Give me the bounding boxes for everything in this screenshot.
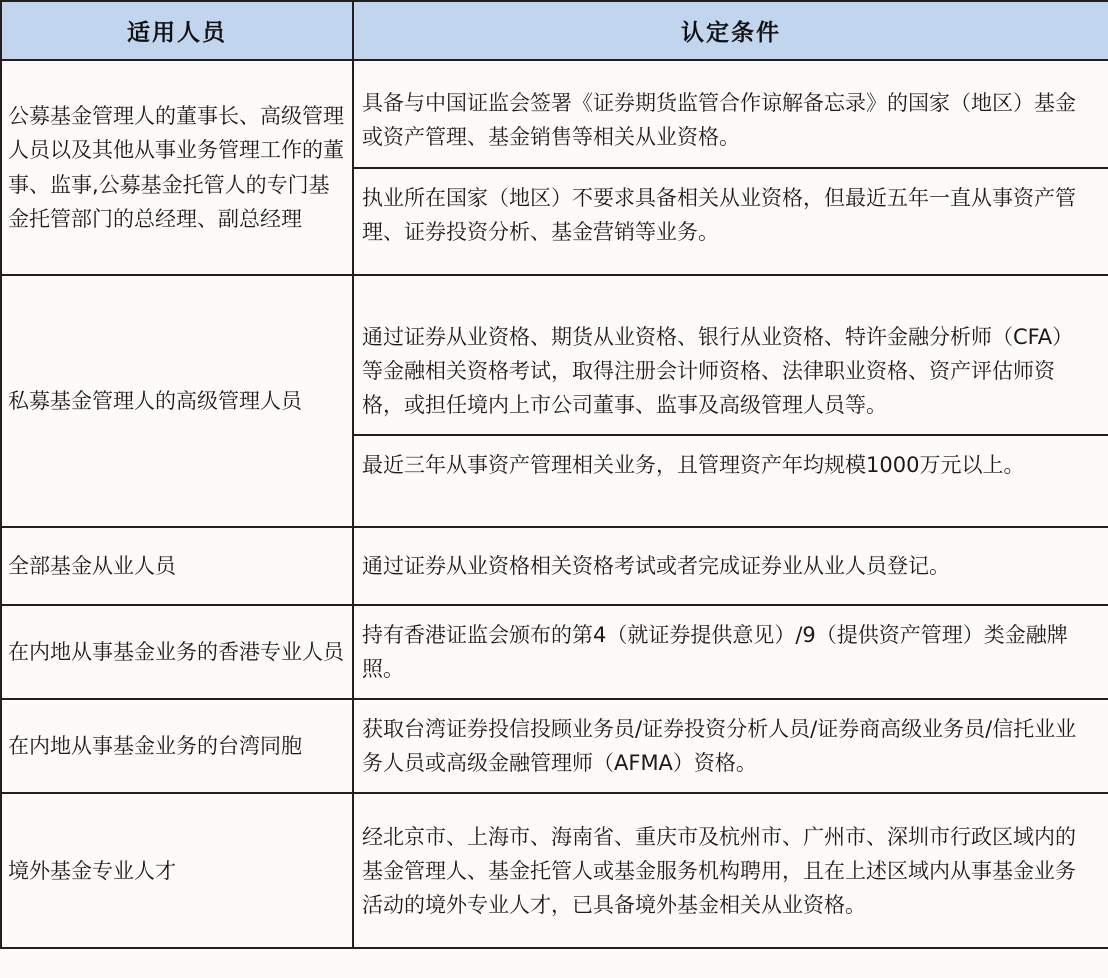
person-type-cell: 在内地从事基金业务的台湾同胞 — [1, 699, 353, 793]
person-type-cell: 私募基金管理人的高级管理人员 — [1, 275, 353, 527]
condition-item: 执业所在国家（地区）不要求具备相关从业资格，但最近五年一直从事资产管理、证券投资分析、基金营销等业务。 — [354, 167, 1108, 261]
condition-item: 通过证券从业资格相关资格考试或者完成证券业从业人员登记。 — [353, 527, 1108, 605]
condition-cell — [353, 60, 1108, 275]
person-type-cell: 公募基金管理人的董事长、高级管理人员以及其他从事业务管理工作的董事、监事,公募基金托管人的专门基金托管部门的总经理、副总经理 — [1, 60, 353, 275]
table-row — [1, 605, 1108, 699]
column-header-recognition-condition: 认定条件 — [353, 1, 1108, 60]
table-header-row — [1, 1, 1108, 60]
condition-item: 通过证券从业资格、期货从业资格、银行从业资格、特许金融分析师（CFA）等金融相关资格考试，取得注册会计师资格、法律职业资格、资产评估师资格，或担任境内上市公司董事、监事及高级管理人员等。 — [362, 324, 1074, 417]
condition-item: 最近三年从事资产管理相关业务，且管理资产年均规模1000万元以上。 — [354, 434, 1108, 494]
column-header-applicable-person: 适用人员 — [1, 1, 353, 60]
condition-item: 具备与中国证监会签署《证券期货监管合作谅解备忘录》的国家（地区）基金或资产管理、基金销售等相关从业资格。 — [362, 91, 1076, 150]
person-type-cell: 全部基金从业人员 — [1, 527, 353, 605]
condition-item: 经北京市、上海市、海南省、重庆市及杭州市、广州市、深圳市行政区域内的基金管理人、基金托管人或基金服务机构聘用，且在上述区域内从事基金业务活动的境外专业人才，已具备境外基金相关从业资格。 — [353, 793, 1108, 948]
person-type-cell: 境外基金专业人才 — [1, 793, 353, 948]
table-header — [1, 1, 1108, 60]
table-row — [1, 527, 1108, 605]
table-row — [1, 275, 1108, 527]
table-row — [1, 793, 1108, 948]
person-type-cell: 在内地从事基金业务的香港专业人员 — [1, 605, 353, 699]
condition-cell — [353, 275, 1108, 527]
table-row — [1, 699, 1108, 793]
table-body — [1, 60, 1108, 948]
condition-item: 获取台湾证券投信投顾业务员/证券投资分析人员/证券商高级业务员/信托业业务人员或高级金融管理师（AFMA）资格。 — [353, 699, 1108, 793]
table-row — [1, 60, 1108, 275]
condition-item: 持有香港证监会颁布的第4（就证券提供意见）/9（提供资产管理）类金融牌照。 — [353, 605, 1108, 699]
